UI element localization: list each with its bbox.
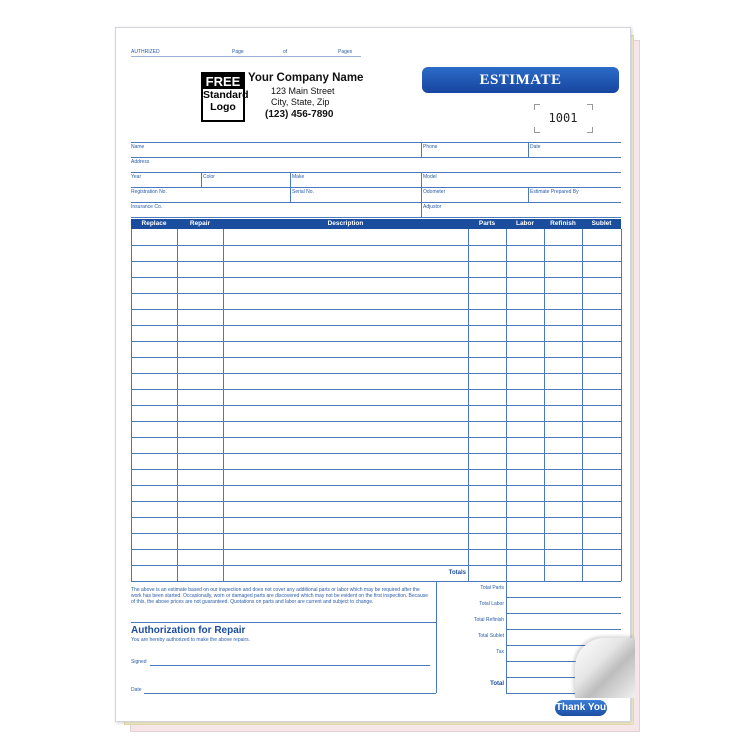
field-phone[interactable]: Phone xyxy=(423,144,438,150)
col-labor: Labor xyxy=(515,220,535,227)
table-row[interactable] xyxy=(131,453,621,454)
total-refinish-line[interactable] xyxy=(506,629,621,630)
top-rule xyxy=(131,56,361,57)
column-divider xyxy=(468,229,469,581)
company-logo xyxy=(201,72,249,122)
date-label: Date xyxy=(131,687,142,693)
tax-label: Tax xyxy=(496,649,504,655)
table-row[interactable] xyxy=(131,389,621,390)
table-row[interactable] xyxy=(131,549,621,550)
col-replace: Replace xyxy=(141,220,167,227)
col-refinish: Refinish xyxy=(550,220,576,227)
field-prepared-by[interactable]: Estimate Prepared By xyxy=(530,189,579,195)
authorization-text: You are hereby authorized to make the above repairs. xyxy=(131,637,251,643)
field-insurance[interactable]: Insurance Co. xyxy=(131,204,163,210)
signed-label: Signed xyxy=(131,659,147,665)
info-rule-2 xyxy=(131,172,621,173)
logo-standard: Standard xyxy=(203,89,249,101)
table-row[interactable] xyxy=(131,485,621,486)
field-date[interactable]: Date xyxy=(530,144,541,150)
column-divider xyxy=(506,229,507,581)
estimate-number: 1001 xyxy=(548,111,578,125)
info-rule-3 xyxy=(131,187,621,188)
info-divider-c xyxy=(201,172,202,187)
table-row[interactable] xyxy=(131,245,621,246)
table-row[interactable] xyxy=(131,325,621,326)
table-row[interactable] xyxy=(131,373,621,374)
table-row[interactable] xyxy=(131,517,621,518)
col-parts: Parts xyxy=(478,220,496,227)
info-divider-f xyxy=(290,187,291,202)
table-row[interactable] xyxy=(131,437,621,438)
totals-label: Totals xyxy=(448,570,466,576)
number-corner-tl xyxy=(534,104,540,110)
company-city: City, State, Zip xyxy=(271,97,330,107)
field-make[interactable]: Make xyxy=(292,174,305,180)
number-corner-br xyxy=(587,127,593,133)
number-corner-tr xyxy=(587,104,593,110)
company-name: Your Company Name xyxy=(248,72,364,84)
field-model[interactable]: Model xyxy=(423,174,437,180)
authorized-label: AUTHRIZED xyxy=(131,49,160,55)
column-divider xyxy=(621,229,622,581)
total-labor-line[interactable] xyxy=(506,613,621,614)
info-divider-i xyxy=(421,202,422,217)
table-row[interactable] xyxy=(131,565,621,566)
table-row[interactable] xyxy=(131,533,621,534)
table-row[interactable] xyxy=(131,405,621,406)
total-parts-label: Total Parts xyxy=(480,585,504,591)
field-name[interactable]: Name xyxy=(131,144,145,150)
info-divider-b xyxy=(528,142,529,157)
estimate-title: ESTIMATE xyxy=(422,67,619,93)
col-description: Description xyxy=(327,220,364,227)
logo-word: Logo xyxy=(210,101,236,113)
table-row[interactable] xyxy=(131,357,621,358)
column-divider xyxy=(544,229,545,581)
auth-rule xyxy=(131,622,436,623)
total-sublet-label: Total Sublet xyxy=(477,633,504,639)
field-serial[interactable]: Serial No. xyxy=(292,189,314,195)
table-row[interactable] xyxy=(131,277,621,278)
field-odometer[interactable]: Odometer xyxy=(423,189,446,195)
info-divider-e xyxy=(421,172,422,187)
pages-label: Pages xyxy=(338,49,353,55)
info-rule-1 xyxy=(131,157,621,158)
auth-date-line[interactable] xyxy=(144,693,436,694)
authorization-title: Authorization for Repair xyxy=(131,625,246,636)
field-color[interactable]: Color xyxy=(203,174,215,180)
logo-free: FREE xyxy=(203,74,243,89)
info-divider-g xyxy=(421,187,422,202)
total-parts-line[interactable] xyxy=(506,597,621,598)
company-street: 123 Main Street xyxy=(271,86,335,96)
table-row[interactable] xyxy=(131,293,621,294)
estimate-disclaimer: The above is an estimate based on our inspection and does not cover any additional parts or labor which may be required after the work has been started. Occasionally, worn or damaged parts are discovered which may not be evident on the first inspection. Because of this, the above prices are not guaranteed. Quotations on parts and labor are current and subject to change. xyxy=(131,587,429,605)
info-rule-top xyxy=(131,142,621,143)
column-divider xyxy=(131,229,132,581)
column-divider xyxy=(177,229,178,581)
field-registration[interactable]: Registration No. xyxy=(131,189,167,195)
field-adjustor[interactable]: Adjustor xyxy=(423,204,442,210)
total-refinish-label: Total Refinish xyxy=(473,617,504,623)
col-repair: Repair xyxy=(189,220,211,227)
info-rule-4 xyxy=(131,202,621,203)
company-phone: (123) 456-7890 xyxy=(265,109,334,120)
table-row[interactable] xyxy=(131,469,621,470)
field-year[interactable]: Year xyxy=(131,174,142,180)
total-labor-label: Total Labor xyxy=(479,601,504,607)
table-row[interactable] xyxy=(131,309,621,310)
info-divider-h xyxy=(528,187,529,202)
table-row[interactable] xyxy=(131,261,621,262)
column-divider xyxy=(223,229,224,581)
col-sublet: Sublet xyxy=(591,220,612,227)
field-address[interactable]: Address xyxy=(131,159,150,165)
info-divider-d xyxy=(290,172,291,187)
page-label: Page xyxy=(232,49,244,55)
of-label: of xyxy=(283,49,288,55)
signature-line[interactable] xyxy=(150,665,430,666)
table-row[interactable] xyxy=(131,501,621,502)
grand-total-label: Total xyxy=(490,681,504,687)
footer-rule-top xyxy=(131,581,621,582)
column-divider xyxy=(582,229,583,581)
table-row[interactable] xyxy=(131,341,621,342)
estimate-form xyxy=(115,27,631,722)
page-curl xyxy=(575,638,635,698)
number-corner-bl xyxy=(534,127,540,133)
info-divider-a xyxy=(421,142,422,157)
thank-you-badge: Thank You xyxy=(555,700,607,716)
info-rule-5 xyxy=(131,217,621,218)
table-row[interactable] xyxy=(131,421,621,422)
